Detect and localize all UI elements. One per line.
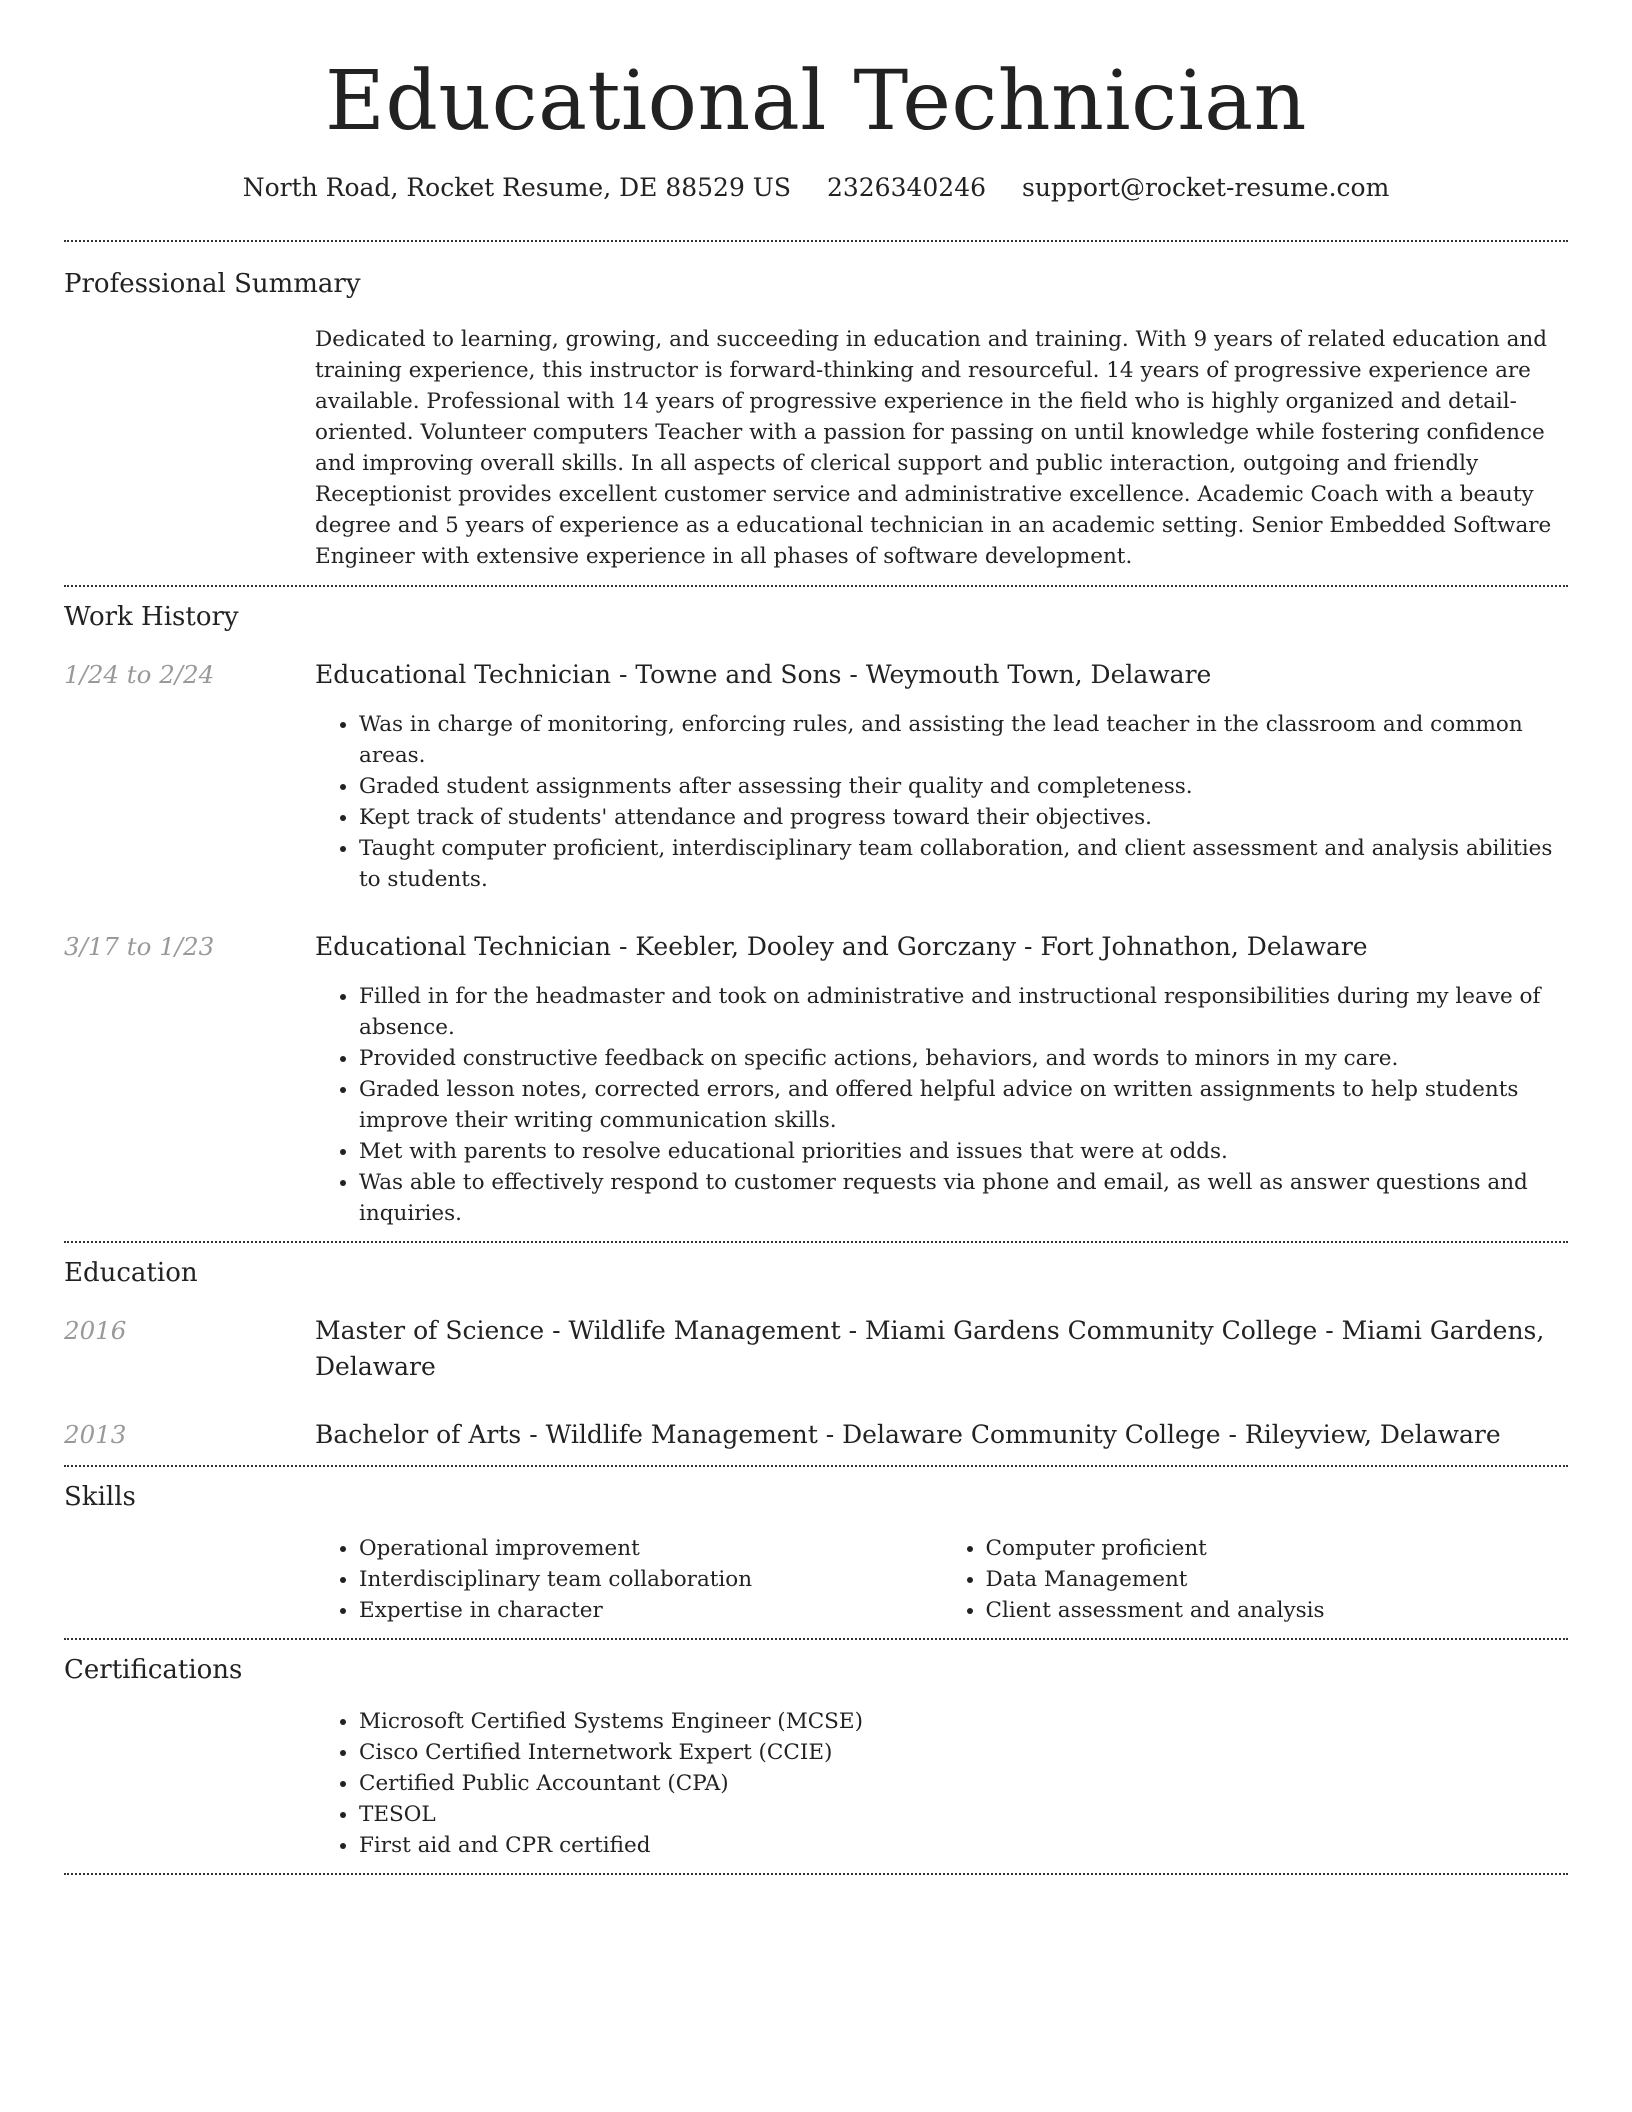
list-item: • Client assessment and analysis <box>986 1595 1569 1626</box>
education-school: - Miami Gardens Community College - Miami Gardens, Delaware <box>315 1316 1545 1381</box>
job-bullets <box>315 709 1568 895</box>
divider <box>64 1873 1568 1875</box>
education-title <box>315 1313 1568 1385</box>
work-history-section <box>64 587 1568 1241</box>
education-entry <box>64 1417 1568 1453</box>
job-title <box>315 929 1568 965</box>
education-school: - Delaware Community College - Rileyview, Delaware <box>817 1420 1501 1449</box>
education-year: 2016 <box>64 1316 127 1345</box>
job-body <box>315 929 1568 1241</box>
education-section <box>64 1243 1568 1453</box>
section-title-work-history: Work History <box>64 602 239 632</box>
education-entry <box>64 1313 1568 1385</box>
list-item: • Was in charge of monitoring, enforcing rules, and assisting the lead teacher in the classroom and common areas. <box>359 709 1568 771</box>
list-item: • Cisco Certified Internetwork Expert (CCIE) <box>359 1737 1568 1768</box>
certifications-section <box>64 1640 1568 1861</box>
job-entry <box>64 657 1568 895</box>
job-dates: 1/24 to 2/24 <box>64 660 215 689</box>
education-degree: Bachelor of Arts - Wildlife Management <box>315 1420 818 1449</box>
skills-list-right <box>942 1533 1569 1626</box>
list-item: • Data Management <box>986 1564 1569 1595</box>
job-title <box>315 657 1568 693</box>
section-title-education: Education <box>64 1258 198 1288</box>
summary-section <box>64 242 1568 572</box>
section-title-summary: Professional Summary <box>64 269 361 299</box>
list-item: • Filled in for the headmaster and took on administrative and instructional responsibilities during my leave of absence. <box>359 981 1568 1043</box>
job-company: - Keebler, Dooley and Gorczany - Fort Johnathon, Delaware <box>611 932 1368 961</box>
list-item: • Taught computer proficient, interdisciplinary team collaboration, and client assessment and analysis abilities to students. <box>359 833 1568 895</box>
job-body <box>315 657 1568 895</box>
list-item: • Kept track of students' attendance and progress toward their objectives. <box>359 802 1568 833</box>
section-title-skills: Skills <box>64 1482 136 1512</box>
job-role: Educational Technician <box>315 660 612 689</box>
list-item: • Certified Public Accountant (CPA) <box>359 1768 1568 1799</box>
list-item: • Met with parents to resolve educational priorities and issues that were at odds. <box>359 1136 1568 1167</box>
job-role: Educational Technician <box>315 932 612 961</box>
list-item: • TESOL <box>359 1799 1568 1830</box>
contact-email: support@rocket-resume.com <box>1021 173 1390 202</box>
skills-columns <box>315 1533 1568 1626</box>
contact-address: North Road, Rocket Resume, DE 88529 US <box>242 173 792 202</box>
contact-phone: 2326340246 <box>826 173 987 202</box>
education-title <box>315 1417 1568 1453</box>
list-item: • Graded student assignments after assessing their quality and completeness. <box>359 771 1568 802</box>
education-degree: Master of Science - Wildlife Management <box>315 1316 841 1345</box>
certifications-list <box>315 1706 1568 1861</box>
job-bullets <box>315 981 1568 1229</box>
skills-section <box>64 1467 1568 1626</box>
list-item: • Was able to effectively respond to customer requests via phone and email, as well as answer questions and inquiries. <box>359 1167 1568 1229</box>
contact-line <box>64 170 1568 206</box>
section-title-certifications: Certifications <box>64 1655 243 1685</box>
summary-text: Dedicated to learning, growing, and succeeding in education and training. With 9 years of related education and training experience, this instructor is forward-thinking and resourceful. 14 years of progressive experience are available. Professional with 14 years of progressive experience in the field who is highly organized and detail-oriented. Volunteer computers Teacher with a passion for passing on until knowledge while fostering confidence and improving overall skills. In all aspects of clerical support and public interaction, outgoing and friendly Receptionist provides excellent customer service and administrative excellence. Academic Coach with a beauty degree and 5 years of experience as a educational technician in an academic setting. Senior Embedded Software Engineer with extensive experience in all phases of software development. <box>315 327 1552 569</box>
job-entry <box>64 929 1568 1241</box>
list-item: • Operational improvement <box>359 1533 942 1564</box>
list-item: • Expertise in character <box>359 1595 942 1626</box>
list-item: • Provided constructive feedback on specific actions, behaviors, and words to minors in my care. <box>359 1043 1568 1074</box>
list-item: • Graded lesson notes, corrected errors, and offered helpful advice on written assignments to help students improve their writing communication skills. <box>359 1074 1568 1136</box>
skills-list-left <box>315 1533 942 1626</box>
list-item: • Interdisciplinary team collaboration <box>359 1564 942 1595</box>
job-company: - Towne and Sons - Weymouth Town, Delaware <box>611 660 1212 689</box>
education-year: 2013 <box>64 1420 127 1449</box>
resume-name: Educational Technician <box>325 54 1307 149</box>
list-item: • Microsoft Certified Systems Engineer (MCSE) <box>359 1706 1568 1737</box>
list-item: • First aid and CPR certified <box>359 1830 1568 1861</box>
job-dates: 3/17 to 1/23 <box>64 932 215 961</box>
list-item: • Computer proficient <box>986 1533 1569 1564</box>
